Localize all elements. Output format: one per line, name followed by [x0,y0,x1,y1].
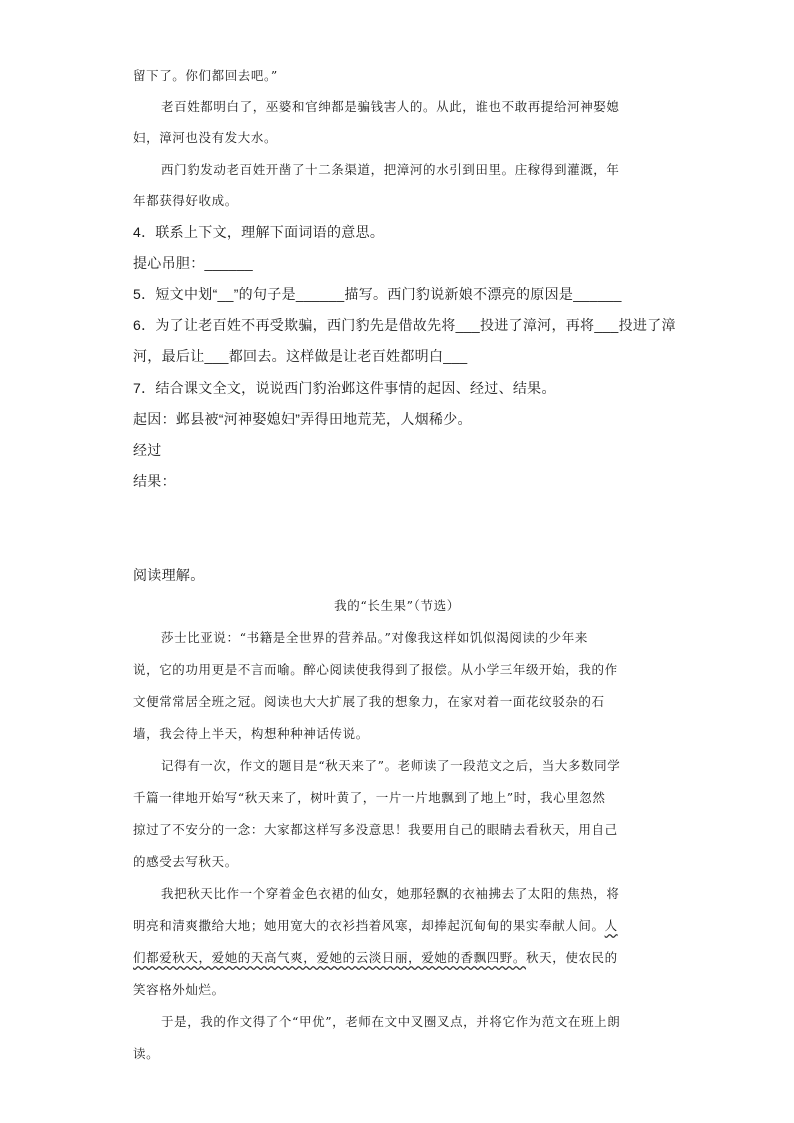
underlined-sentence: 们都爱秋天，爱她的天高气爽，爱她的云淡日丽，爱她的香飘四野。 [133,950,527,965]
passage-line: 莎士比亚说：“书籍是全世界的营养品。”对像我这样如饥似渴阅读的少年来 [161,630,588,645]
passage-line: 记得有一次，作文的题目是“秋天来了”。老师读了一段范文之后，当大多数同学 [161,758,621,773]
question-5: 5．短文中划“__”的句子是______描写。西门豹说新娘不漂亮的原因是______ [133,286,622,302]
story-line: 年都获得好收成。 [133,193,238,208]
story-line: 留下了。你们都回去吧。” [133,68,278,83]
passage-line: 说，它的功用更是不言而喻。醉心阅读使我得到了报偿。从小学三年级开始，我的作 [133,662,618,677]
question-7: 7．结合课文全文，说说西门豹治邺这件事情的起因、经过、结果。 [133,380,556,396]
passage-line: 笑容格外灿烂。 [133,982,225,997]
underlined-sentence: 人 [604,918,618,933]
passage-line: 墙，我会待上半天，构想种种神话传说。 [133,726,369,741]
passage-line: 掠过了不安分的一念：大家都这样写多没意思！我要用自己的眼睛去看秋天，用自己 [133,822,618,837]
question-7-process: 经过 [133,442,162,458]
question-6-line: 6．为了让老百姓不再受欺骗，西门豹先是借故先将___投进了漳河，再将___投进了漳 [133,317,676,333]
story-line: 妇，漳河也没有发大水。 [133,130,278,145]
passage-line: 读。 [133,1046,160,1061]
passage-line: 的感受去写秋天。 [133,854,238,869]
passage-text: 秋天，使农民的 [526,950,618,965]
question-6-line: 河，最后让___都回去。这样做是让老百姓都明白___ [133,348,468,364]
passage-line [133,910,618,942]
passage-line [133,942,618,974]
story-line: 老百姓都明白了，巫婆和官绅都是骗钱害人的。从此，谁也不敢再提给河神娶媳 [161,99,620,114]
passage-text: 明亮和清爽撒给大地；她用宽大的衣衫挡着风寒，却捧起沉甸甸的果实奉献人间。 [133,918,605,933]
question-4-item: 提心吊胆：______ [133,255,254,271]
passage-line: 于是，我的作文得了个“甲优”，老师在文中叉圈叉点，并将它作为范文在班上朗 [161,1014,621,1029]
question-7-cause: 起因：邺县被“河神娶媳妇”弄得田地荒芜，人烟稀少。 [133,411,472,427]
passage-line: 千篇一律地开始写“秋天来了，树叶黄了，一片一片地飘到了地上”时，我心里忽然 [133,790,606,805]
passage-title: 我的“长生果”（节选） [334,598,460,613]
question-7-result: 结果： [133,473,176,489]
section-heading: 阅读理解。 [133,567,205,583]
question-4: 4．联系上下文，理解下面词语的意思。 [133,224,385,240]
passage-line: 文便常常居全班之冠。阅读也大大扩展了我的想象力，在家对着一面花纹驳杂的石 [133,694,605,709]
passage-line: 我把秋天比作一个穿着金色衣裙的仙女，她那轻飘的衣袖拂去了太阳的焦热，将 [161,886,620,901]
story-line: 西门豹发动老百姓开凿了十二条渠道，把漳河的水引到田里。庄稼得到灌溉，年 [161,162,620,177]
